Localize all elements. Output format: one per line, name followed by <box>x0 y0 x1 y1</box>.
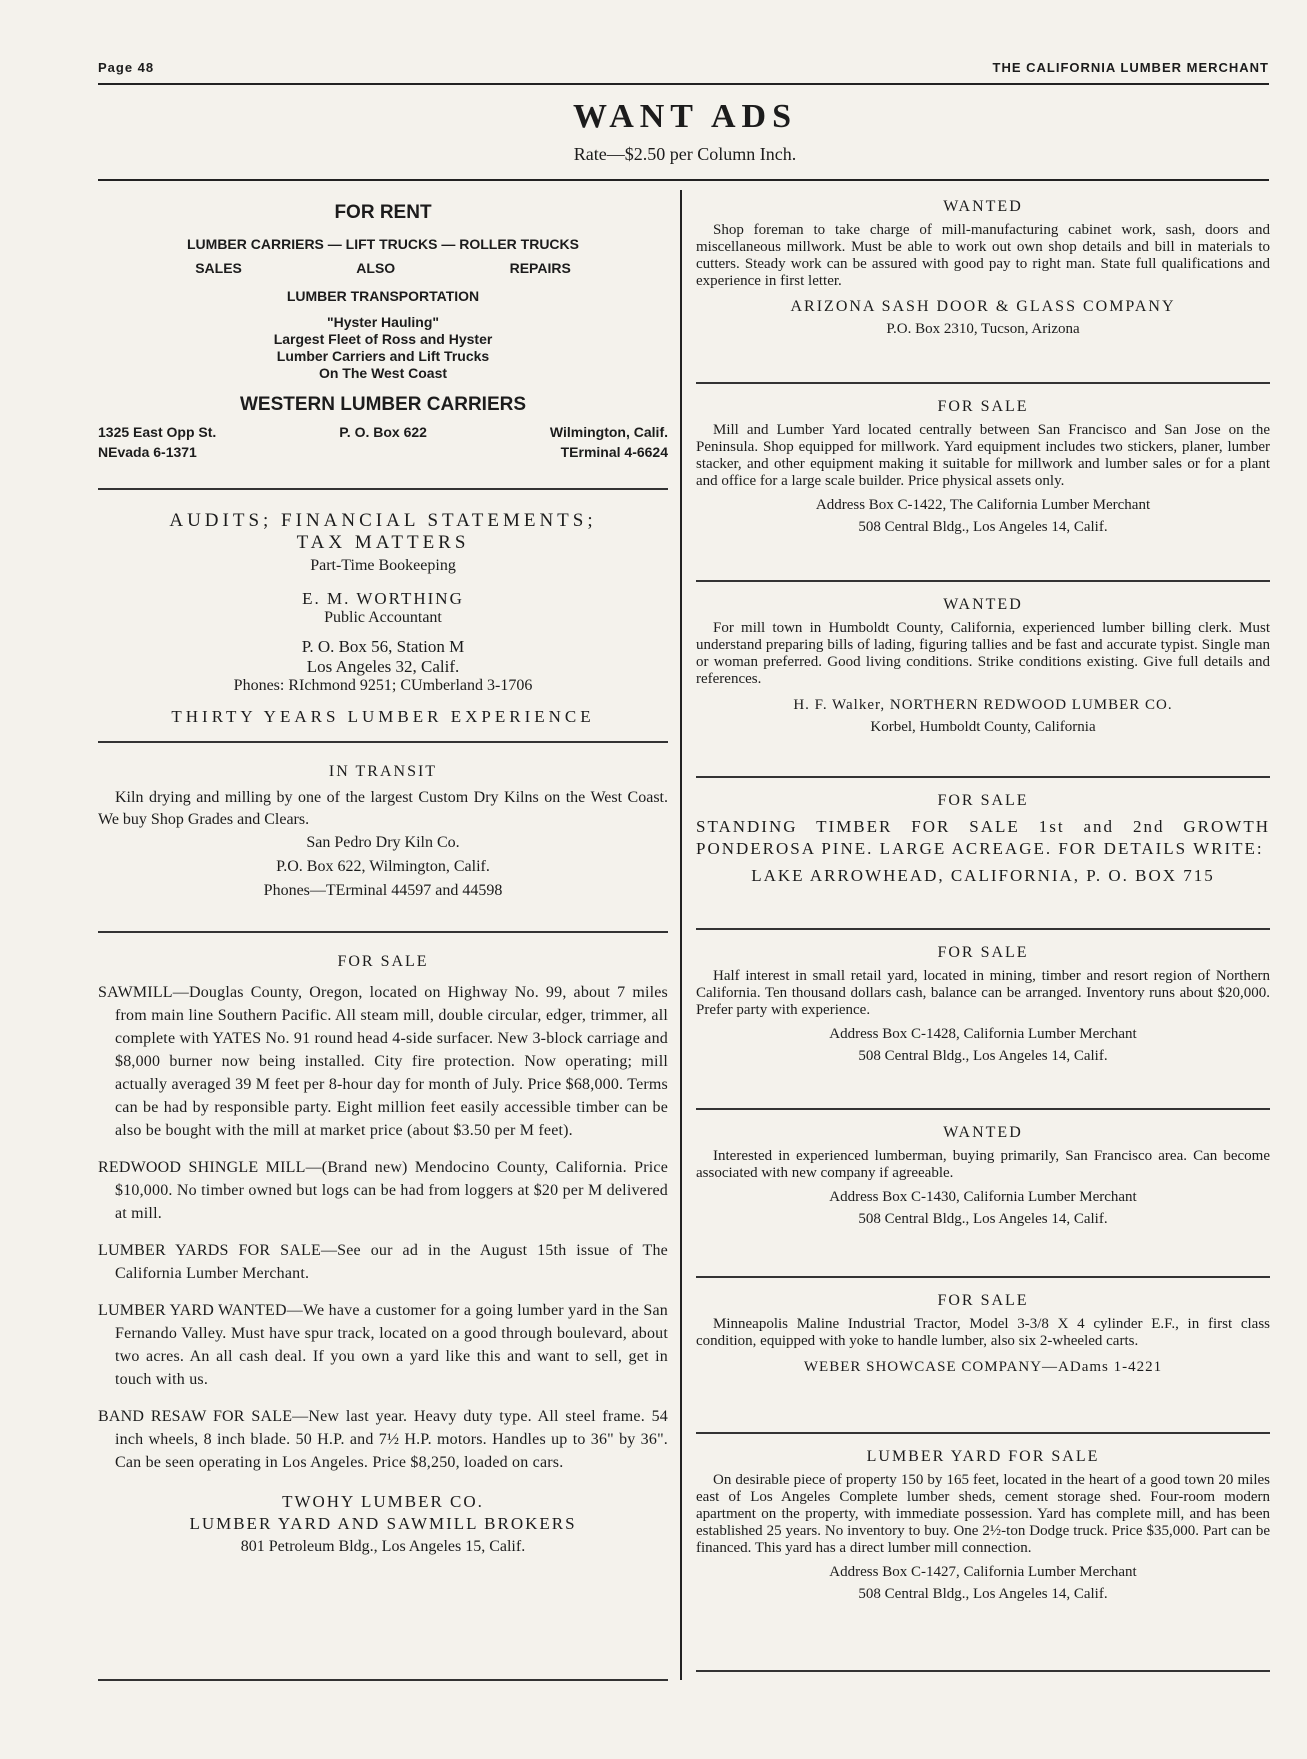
ad-addr-1: H. F. Walker, NORTHERN REDWOOD LUMBER CO. <box>793 697 1173 713</box>
ad-standing-timber <box>696 778 1270 930</box>
ad-body: STANDING TIMBER FOR SALE 1st and 2nd GROWTH PONDEROSA PINE. LARGE ACREAGE. FOR DETAILS WRITE: <box>696 817 1270 858</box>
ad-body: Interested in experienced lumberman, buying primarily, San Francisco area. Can become associated with new company if agreeable. <box>696 1148 1270 1181</box>
ad-addr-1: Address Box C-1428, California Lumber Merchant <box>829 1026 1137 1042</box>
ad-heading: WANTED <box>943 1124 1023 1141</box>
ad-audits <box>98 490 668 743</box>
ad-addr-2: Korbel, Humboldt County, California <box>870 719 1096 735</box>
western-company: WESTERN LUMBER CARRIERS <box>239 394 527 415</box>
ad-for-sale-mill <box>696 384 1270 582</box>
western-city: Wilmington, Calif. <box>549 424 668 440</box>
right-column <box>696 190 1270 1672</box>
western-pobox: P. O. Box 622 <box>339 424 427 440</box>
listing-yards: LUMBER YARDS FOR SALE—See our ad in the August 15th issue of The California Lumber Merchant. <box>98 1242 668 1282</box>
ad-addr-2: 508 Central Bldg., Los Angeles 14, Calif. <box>858 519 1108 535</box>
audits-line-2: TAX MATTERS <box>296 532 470 553</box>
audits-line-3: Part-Time Bookeeping <box>310 557 456 574</box>
ad-in-transit <box>98 743 668 933</box>
ad-addr-1: Address Box C-1430, California Lumber Merchant <box>829 1189 1137 1205</box>
ad-heading: WANTED <box>943 596 1023 613</box>
ad-heading: FOR SALE <box>937 1292 1029 1309</box>
western-phone-row <box>98 444 668 460</box>
listing-sawmill: SAWMILL—Douglas County, Oregon, located on Highway No. 99, about 7 miles from main line Southern Pacific. All steam mill, double circular, edger, trimmer, all complete with YATES No. 91 round head 4-side surfacer. New 3-block carriage and $8,000 burner now being installed. City fire protection. Now operating; mill actually averaged 39 M feet per 8-hour day for month of July. Price $68,000. Terms can be had by responsible party. Eight million feet easily accessible timber can be also be bought with the mill at market price (about $3.50 per M feet). <box>98 984 668 1139</box>
ad-tractor <box>696 1278 1270 1434</box>
ad-addr-2: 508 Central Bldg., Los Angeles 14, Calif. <box>858 1048 1108 1064</box>
repairs-label: REPAIRS <box>509 260 571 276</box>
accountant-addr-2: Los Angeles 32, Calif. <box>306 657 460 676</box>
ad-addr-2: 508 Central Bldg., Los Angeles 14, Calif. <box>858 1586 1108 1602</box>
twohy-company: TWOHY LUMBER CO. <box>282 1492 484 1511</box>
fleet-line-2: Lumber Carriers and Lift Trucks <box>276 348 490 364</box>
ad-body: For mill town in Humboldt County, California, experienced lumber billing clerk. Must understand preparing bills of lading, figuring tallies and be fast and accurate typist. Single man or woman preferred. Good living conditions. Strike conditions existing. Give full details and references. <box>696 620 1270 687</box>
ad-addr-1: Address Box C-1427, California Lumber Merchant <box>829 1564 1137 1580</box>
page-header <box>98 60 1269 78</box>
accountant-title: Public Accountant <box>324 609 442 626</box>
ad-addr-2: P.O. Box 2310, Tucson, Arizona <box>886 321 1080 337</box>
ad-body: Minneapolis Maline Industrial Tractor, Model 3-3/8 X 4 cylinder E.F., in first class condition, equipped with yoke to handle lumber, also six 2-wheeled carts. <box>696 1316 1270 1349</box>
column-divider <box>680 190 682 1680</box>
header-rule <box>98 83 1269 85</box>
ad-wanted-clerk <box>696 582 1270 778</box>
publication-name: THE CALIFORNIA LUMBER MERCHANT <box>992 60 1269 75</box>
rate-line: Rate—$2.50 per Column Inch. <box>573 144 797 164</box>
listing-shingle-mill: REDWOOD SHINGLE MILL—(Brand new) Mendocino County, California. Price $10,000. No timber owned but logs can be had from loggers at $20 per M delivered at mill. <box>98 1159 668 1222</box>
transit-company: San Pedro Dry Kiln Co. <box>306 834 460 851</box>
western-phone-1: NEvada 6-1371 <box>98 444 197 460</box>
ad-addr-1: ARIZONA SASH DOOR & GLASS COMPANY <box>790 298 1176 315</box>
also-label: ALSO <box>356 260 396 276</box>
transit-body: Kiln drying and milling by one of the largest Custom Dry Kilns on the West Coast. We buy Shop Grades and Clears. <box>98 789 668 828</box>
listing-band-resaw: BAND RESAW FOR SALE—New last year. Heavy duty type. All steel frame. 54 inch wheels, 8 inch blade. 50 H.P. and 7½ H.P. motors. Handles up to 36" by 36". Can be seen operating in Los Angeles. Price $8,250, loaded on cars. <box>98 1408 668 1471</box>
ad-wanted-foreman <box>696 190 1270 384</box>
ad-addr-1: Address Box C-1422, The California Lumber Merchant <box>815 497 1151 513</box>
listing-yard-wanted: LUMBER YARD WANTED—We have a customer for a going lumber yard in the San Fernando Valley. Must have spur track, located on a good through boulevard, about two acres. An all cash deal. If you own a yard like this and want to sell, get in touch with us. <box>98 1302 668 1388</box>
ad-addr-2: 508 Central Bldg., Los Angeles 14, Calif. <box>858 1211 1108 1227</box>
fleet-line-3: On The West Coast <box>318 365 448 381</box>
western-street: 1325 East Opp St. <box>98 424 217 440</box>
audits-footer: THIRTY YEARS LUMBER EXPERIENCE <box>171 707 595 726</box>
western-addr-row <box>98 424 668 440</box>
accountant-name: E. M. WORTHING <box>302 589 464 608</box>
ad-addr-1: LAKE ARROWHEAD, CALIFORNIA, P. O. BOX 715 <box>751 866 1215 885</box>
title-rule <box>98 179 1269 181</box>
ad-body: On desirable piece of property 150 by 165 feet, located in the heart of a good town 20 miles east of Los Angeles Complete lumber sheds, cement storage shed. Four-room modern apartment on the property, with immediate possession. Yard has complete mill, and has been established 25 years. No inventory to buy. One 2½-ton Dodge truck. Price $35,000. Part can be financed. This yard has a direct lumber mill connection. <box>696 1472 1270 1556</box>
for-rent-heading: FOR RENT <box>334 202 432 223</box>
fleet-line-1: Largest Fleet of Ross and Hyster <box>273 331 493 347</box>
for-sale-heading: FOR SALE <box>337 953 429 970</box>
page-number: Page 48 <box>98 60 155 75</box>
transit-heading: IN TRANSIT <box>328 763 438 780</box>
ad-heading: FOR SALE <box>937 944 1029 961</box>
ad-heading: FOR SALE <box>937 398 1029 415</box>
for-rent-services <box>138 260 628 276</box>
for-rent-line: LUMBER CARRIERS — LIFT TRUCKS — ROLLER TRUCKS <box>187 236 579 252</box>
ad-half-interest <box>696 930 1270 1110</box>
left-column <box>98 190 668 1681</box>
ad-heading: FOR SALE <box>937 792 1029 809</box>
western-phone-2: TErminal 4-6624 <box>560 444 668 460</box>
transit-phones: Phones—TErminal 44597 and 44598 <box>263 882 503 899</box>
ad-body: Mill and Lumber Yard located centrally between San Francisco and San Jose on the Peninsula. Shop equipped for millwork. Yard equipment includes two stickers, planer, lumber stacker, and other equipment making it suitable for millwork and lumber sales or for a plant and office for a large scale builder. Price physical assets only. <box>696 422 1270 489</box>
ad-for-sale-list <box>98 933 668 1681</box>
quote-line: "Hyster Hauling" <box>326 314 440 330</box>
twohy-addr: 801 Petroleum Bldg., Los Angeles 15, Calif. <box>240 1538 526 1555</box>
sales-label: SALES <box>195 260 242 276</box>
transport-line: LUMBER TRANSPORTATION <box>286 288 480 304</box>
accountant-addr-1: P. O. Box 56, Station M <box>301 637 465 656</box>
ad-heading: LUMBER YARD FOR SALE <box>866 1448 1100 1465</box>
ad-lumber-yard-for-sale <box>696 1434 1270 1672</box>
ad-wanted-lumberman <box>696 1110 1270 1278</box>
audits-line-1: AUDITS; FINANCIAL STATEMENTS; <box>169 510 597 531</box>
ad-addr-1: WEBER SHOWCASE COMPANY—ADams 1-4221 <box>803 1359 1163 1375</box>
ad-heading: WANTED <box>943 198 1023 215</box>
ad-for-rent <box>98 190 668 490</box>
ad-body: Half interest in small retail yard, located in mining, timber and resort region of Northern California. Ten thousand dollars cash, balance can be arranged. Inventory runs about $20,000. Prefer party with experience. <box>696 968 1270 1018</box>
twohy-brokers: LUMBER YARD AND SAWMILL BROKERS <box>189 1514 577 1533</box>
accountant-phones: Phones: RIchmond 9251; CUmberland 3-1706 <box>233 677 533 694</box>
page-title: WANT ADS <box>572 98 798 135</box>
transit-addr: P.O. Box 622, Wilmington, Calif. <box>276 858 490 875</box>
ad-body: Shop foreman to take charge of mill-manufacturing cabinet work, sash, doors and miscellaneous millwork. Must be able to work out own shop details and bill in materials to cutters. Steady work can be assured with good pay to right man. State full qualifications and experience in first letter. <box>696 222 1270 289</box>
